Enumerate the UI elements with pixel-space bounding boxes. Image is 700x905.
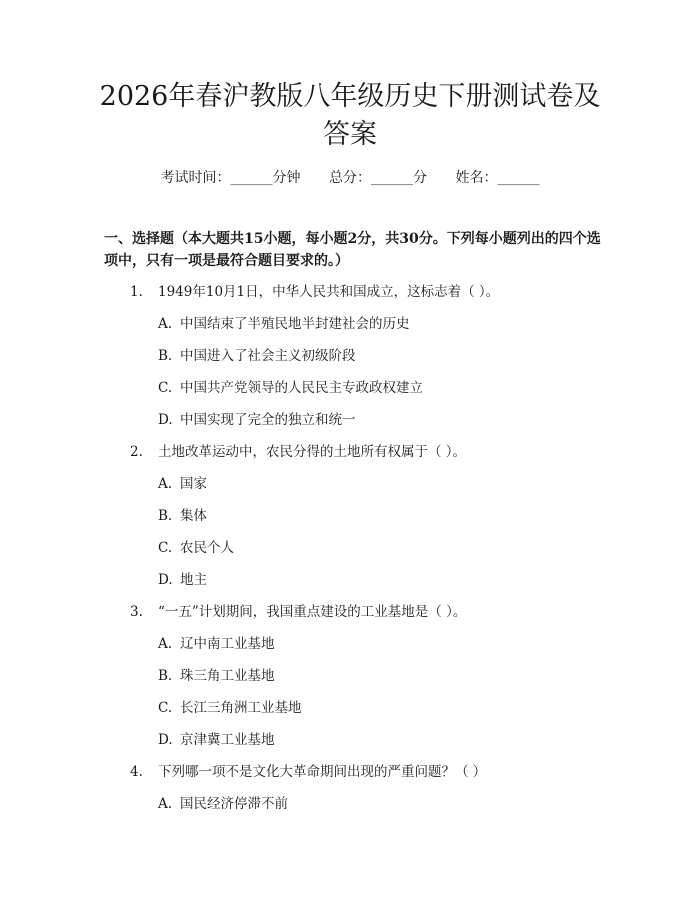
question-1-option-a [0,314,700,346]
question-1-option-d [0,410,700,442]
question-1 [0,282,700,314]
option-text: 中国实现了完全的独立和统一 [180,412,356,428]
question-number: 4. [130,764,143,780]
total-score-field: 总分：______分 [329,170,427,186]
question-number: 1. [130,284,143,300]
option-text: 中国进入了社会主义初级阶段 [180,348,356,364]
option-text: 珠三角工业基地 [180,668,275,684]
question-text: 下列哪一项不是文化大革命期间出现的严重问题？（ ） [158,764,487,780]
question-text: 1949年10月1日，中华人民共和国成立，这标志着（ ）。 [158,284,500,300]
option-label: B. [158,508,173,524]
option-text: 国家 [180,476,207,492]
question-3-option-a [0,634,700,666]
question-3-option-d [0,730,700,762]
question-1-option-c [0,378,700,410]
exam-time-field: 考试时间：______分钟 [160,170,301,186]
question-4-option-a [0,794,700,826]
question-2-option-a [0,474,700,506]
question-1-option-b [0,346,700,378]
question-4 [0,762,700,794]
question-2-option-b [0,506,700,538]
document-title: 2026年春沪教版八年级历史下册测试卷及答案 [99,81,601,150]
option-text: 中国共产党领导的人民民主专政政权建立 [180,380,423,396]
option-text: 地主 [180,572,207,588]
option-label: A. [158,636,173,652]
question-2 [0,442,700,474]
option-label: B. [158,348,173,364]
option-text: 中国结束了半殖民地半封建社会的历史 [180,316,410,332]
option-label: A. [158,476,173,492]
option-text: 国民经济停滞不前 [180,796,288,812]
option-text: 辽中南工业基地 [180,636,275,652]
question-number: 2. [130,444,143,460]
option-label: A. [158,316,173,332]
option-label: C. [158,700,173,716]
question-number: 3. [130,604,143,620]
question-text: 土地改革运动中，农民分得的土地所有权属于（ ）。 [158,444,467,460]
option-label: C. [158,540,173,556]
question-2-option-c [0,538,700,570]
option-label: A. [158,796,173,812]
option-text: 农民个人 [180,540,234,556]
question-text: “一五”计划期间，我国重点建设的工业基地是（ ）。 [158,604,467,620]
option-text: 京津冀工业基地 [180,732,275,748]
option-label: D. [158,732,173,748]
question-3-option-b [0,666,700,698]
option-text: 集体 [180,508,207,524]
option-label: D. [158,412,173,428]
option-label: D. [158,572,173,588]
question-3 [0,602,700,634]
question-3-option-c [0,698,700,730]
option-label: B. [158,668,173,684]
question-list [0,282,700,826]
exam-info [0,168,700,188]
student-name-field: 姓名：______ [455,170,540,186]
question-2-option-d [0,570,700,602]
section-heading: 一、选择题（本大题共15小题，每小题2分，共30分。下列每小题列出的四个选项中，只有一项是最符合题目要求的。） [104,231,601,269]
option-label: C. [158,380,173,396]
option-text: 长江三角洲工业基地 [180,700,302,716]
